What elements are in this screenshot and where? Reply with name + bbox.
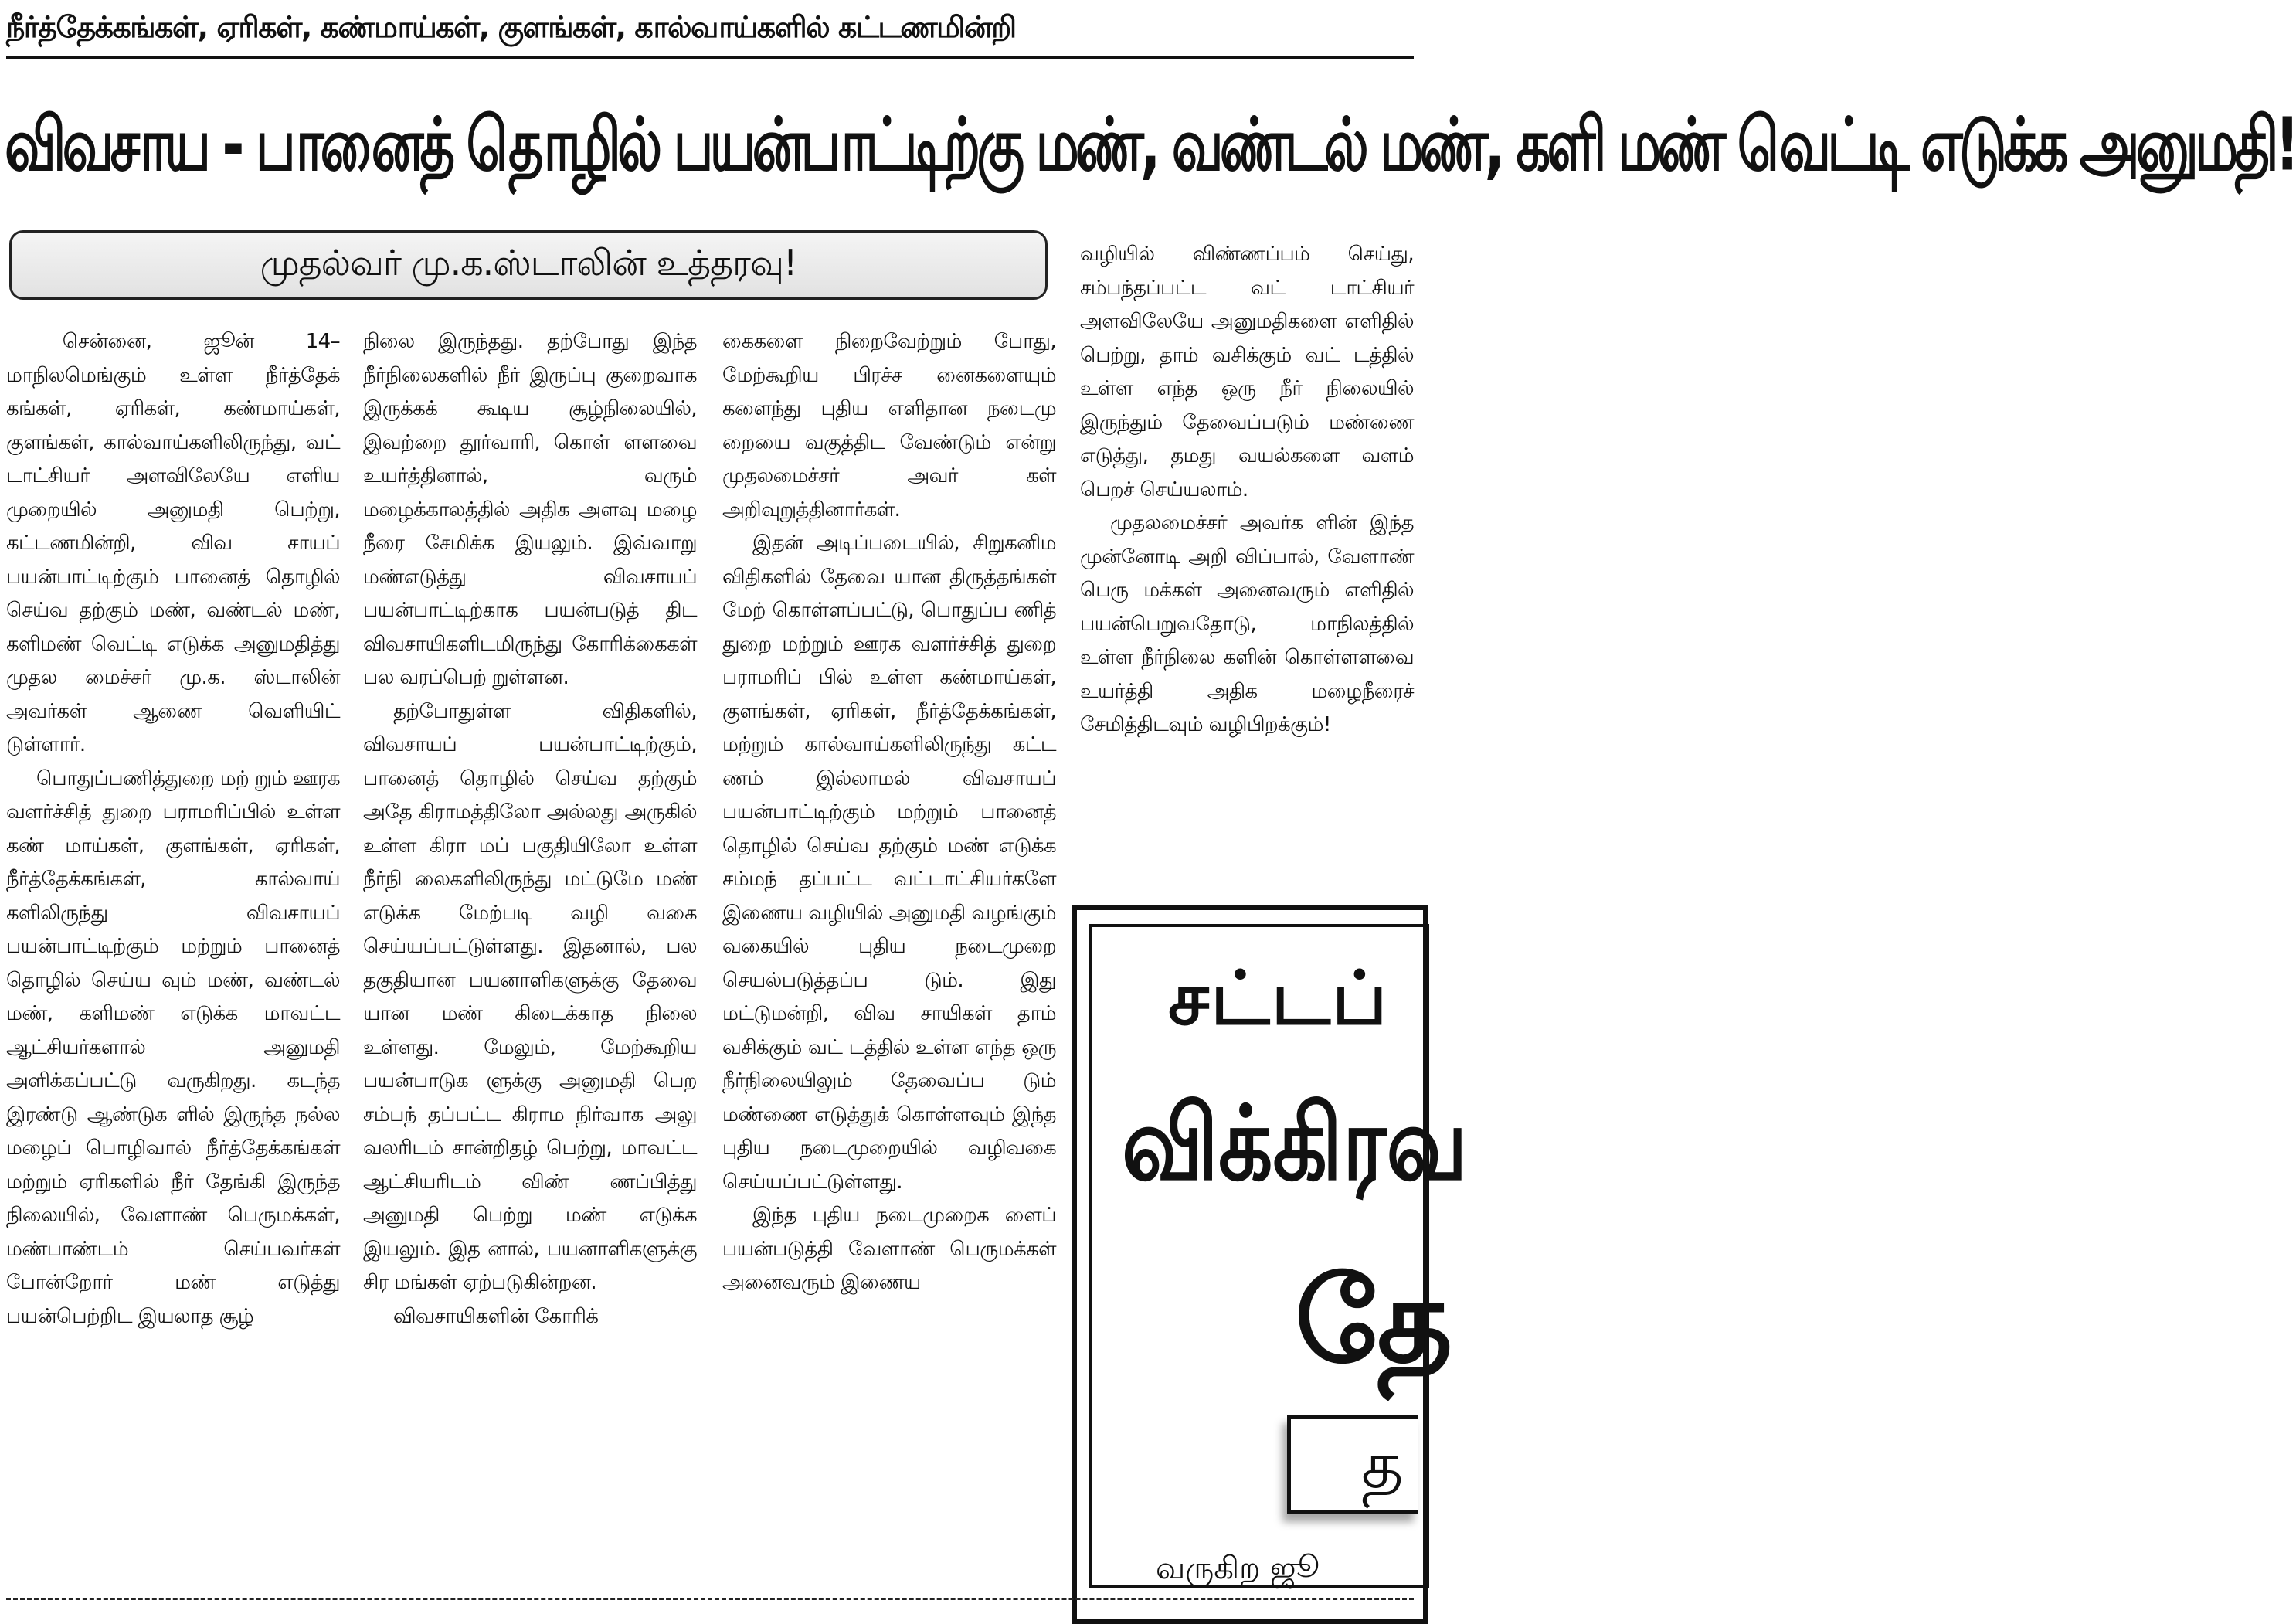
column-2-paragraph-1: நிலை இருந்தது. தற்போது இந்த நீர்நிலைகளில் நீர் இருப்பு குறைவாக இருக்கக் கூடிய சூழ்நிலையில், இவற்றை தூர்வாரி, கொள் ளளவை உயர்த்தினால், வரும் மழைக்காலத்தில் அதிக அளவு மழை நீரை சேமிக்க இயலும். இவ்வாறு மண்எடுத்து விவசாயப் பயன்பாட்டிற்காக பயன்படுத் திட விவசாயிகளிடமிருந்து கோரிக்கைகள் பல வரப்பெற் றுள்ளன. (363, 330, 697, 689)
subhead-banner (9, 230, 1048, 300)
column-3-paragraph-3: இந்த புதிய நடைமுறைக ளைப் பயன்படுத்தி வேளாண் பெருமக்கள் அனைவரும் இணைய (722, 1204, 1056, 1294)
advert-line-1: சட்டப் (1168, 955, 1389, 1041)
column-1-paragraph-2: பொதுப்பணித்துறை மற் றும் ஊரக வளர்ச்சித் துறை பராமரிப்பில் உள்ள கண் மாய்கள், குளங்கள், ஏரிகள், நீர்த்தேக்கங்கள், கால்வாய் களிலிருந்து விவசாயப் பயன்பாட்டிற்கும் மற்றும் பானைத் தொழில் செய்ய வும் மண், வண்டல் மண், களிமண் எடுக்க மாவட்ட ஆட்சியர்களால் அனுமதி அளிக்கப்பட்டு வருகிறது. கடந்த இரண்டு ஆண்டுக ளில் இருந்த நல்ல மழைப் பொழிவால் நீர்த்தேக்கங்கள் மற்றும் ஏரிகளில் நீர் தேங்கி இருந்த நிலையில், வேளாண் பெருமக்கள், மண்பாண்டம் செய்பவர்கள் போன்றோர் மண் எடுத்து பயன்பெற்றிட இயலாத சூழ் (6, 766, 340, 1328)
column-3-paragraph-2: இதன் அடிப்படையில், சிறுகனிம விதிகளில் தேவை யான திருத்தங்கள் மேற் கொள்ளப்பட்டு, பொதுப்ப ணித் துறை மற்றும் ஊரக வளர்ச்சித் துறை பராமரிப் பில் உள்ள கண்மாய்கள், குளங்கள், ஏரிகள், நீர்த்தேக்கங்கள், மற்றும் கால்வாய்களிலிருந்து கட்ட ணம் இல்லாமல் விவசாயப் பயன்பாட்டிற்கும் மற்றும் பானைத் தொழில் செய்வ தற்கும் மண் எடுக்க சம்மந் தப்பட்ட வட்டாட்சியர்களே இணைய வழியில் அனுமதி வழங்கும் வகையில் புதிய நடைமுறை செயல்படுத்தப்ப டும். இது மட்டுமன்றி, விவ சாயிகள் தாம் வசிக்கும் வட் டத்தில் உள்ள எந்த ஒரு நீர்நிலையிலும் தேவைப்ப டும் மண்ணை எடுத்துக் கொள்ளவும் இந்த புதிய நடைமுறையில் வழிவகை செய்யப்பட்டுள்ளது. (722, 532, 1056, 1194)
kicker-underline (6, 56, 1414, 59)
article-subhead: முதல்வர் மு.க.ஸ்டாலின் உத்தரவு! (260, 241, 797, 284)
dashed-footer-rule (6, 1598, 1414, 1600)
column-2-paragraph-2: தற்போதுள்ள விதிகளில், விவசாயப் பயன்பாட்டிற்கும், பானைத் தொழில் செய்வ தற்கும் அதே கிராமத்திலோ அல்லது அருகில் உள்ள கிரா மப் பகுதியிலோ உள்ள நீர்நி லைகளிலிருந்து மட்டுமே மண் எடுக்க மேற்படி வழி வகை செய்யப்பட்டுள்ளது. இதனால், பல தகுதியான பயனாளிகளுக்கு தேவை யான மண் கிடைக்காத நிலை உள்ளது. மேலும், மேற்கூறிய பயன்பாடுக ளுக்கு அனுமதி பெற சம்பந் தப்பட்ட கிராம நிர்வாக அலு வலரிடம் சான்றிதழ் பெற்று, மாவட்ட ஆட்சியரிடம் விண் ணப்பித்து அனுமதி பெற்று மண் எடுக்க இயலும். இத னால், பயனாளிகளுக்கு சிர மங்கள் ஏற்படுகின்றன. (363, 699, 697, 1294)
advert-boxed-text: த (1361, 1427, 1404, 1503)
column-4-paragraph-2: முதலமைச்சர் அவர்க ளின் இந்த முன்னோடி அறி விப்பால், வேளாண் பெரு மக்கள் அனைவரும் எளிதில் பயன்பெறுவதோடு, மாநிலத்தில் உள்ள நீர்நிலை களின் கொள்ளளவை உயர்த்தி அதிக மழைநீரைச் சேமித்திடவும் வழிபிறக்கும்! (1080, 511, 1414, 736)
article-column-2 (363, 325, 697, 1592)
column-3-paragraph-1: கைகளை நிறைவேற்றும் போது, மேற்கூறிய பிரச்ச னைகளையும் களைந்து புதிய எளிதான நடைமு றையை வகுத்திட வேண்டும் என்று முதலமைச்சர் அவர் கள் அறிவுறுத்தினார்கள். (722, 330, 1056, 522)
column-1-paragraph-1: சென்னை, ஜூன் 14– மாநிலமெங்கும் உள்ள நீர்த்தேக் கங்கள், ஏரிகள், கண்மாய்கள், குளங்கள், கால்வாய்களிலிருந்து, வட் டாட்சியர் அளவிலேயே எளிய முறையில் அனுமதி பெற்று, கட்டணமின்றி, விவ சாயப் பயன்பாட்டிற்கும் பானைத் தொழில் செய்வ தற்கும் மண், வண்டல் மண், களிமண் வெட்டி எடுக்க அனுமதித்து முதல மைச்சர் மு.க. ஸ்டாலின் அவர்கள் ஆணை வெளியிட் டுள்ளார். (6, 330, 340, 756)
column-2-paragraph-3: விவசாயிகளின் கோரிக் (393, 1304, 599, 1328)
advert-bottom-text: வருகிற ஜூ (1156, 1551, 1320, 1586)
column-4-paragraph-1: வழியில் விண்ணப்பம் செய்து, சம்பந்தப்பட்ட வட் டாட்சியர் அளவிலேயே அனுமதிகளை எளிதில் பெற்று, தாம் வசிக்கும் வட் டத்தில் உள்ள எந்த ஒரு நீர் நிலையில் இருந்தும் தேவைப்படும் மண்ணை எடுத்து, தமது வயல்களை வளம் பெறச் செய்யலாம். (1080, 243, 1414, 501)
article-column-3 (722, 325, 1056, 1592)
article-headline: விவசாய - பானைத் தொழில் பயன்பாட்டிற்கு மண், வண்டல் மண், களி மண் வெட்டி எடுக்க அனுமதி! (5, 101, 2296, 188)
article-column-1 (6, 325, 340, 1592)
article-column-4 (1080, 238, 1414, 879)
advert-line-2: விக்கிரவ (1122, 1084, 1468, 1203)
article-kicker: நீர்த்தேக்கங்கள், ஏரிகள், கண்மாய்கள், குளங்கள், கால்வாய்களில் கட்டணமின்றி (6, 10, 1016, 44)
advert-line-3: தே (1295, 1254, 1453, 1388)
